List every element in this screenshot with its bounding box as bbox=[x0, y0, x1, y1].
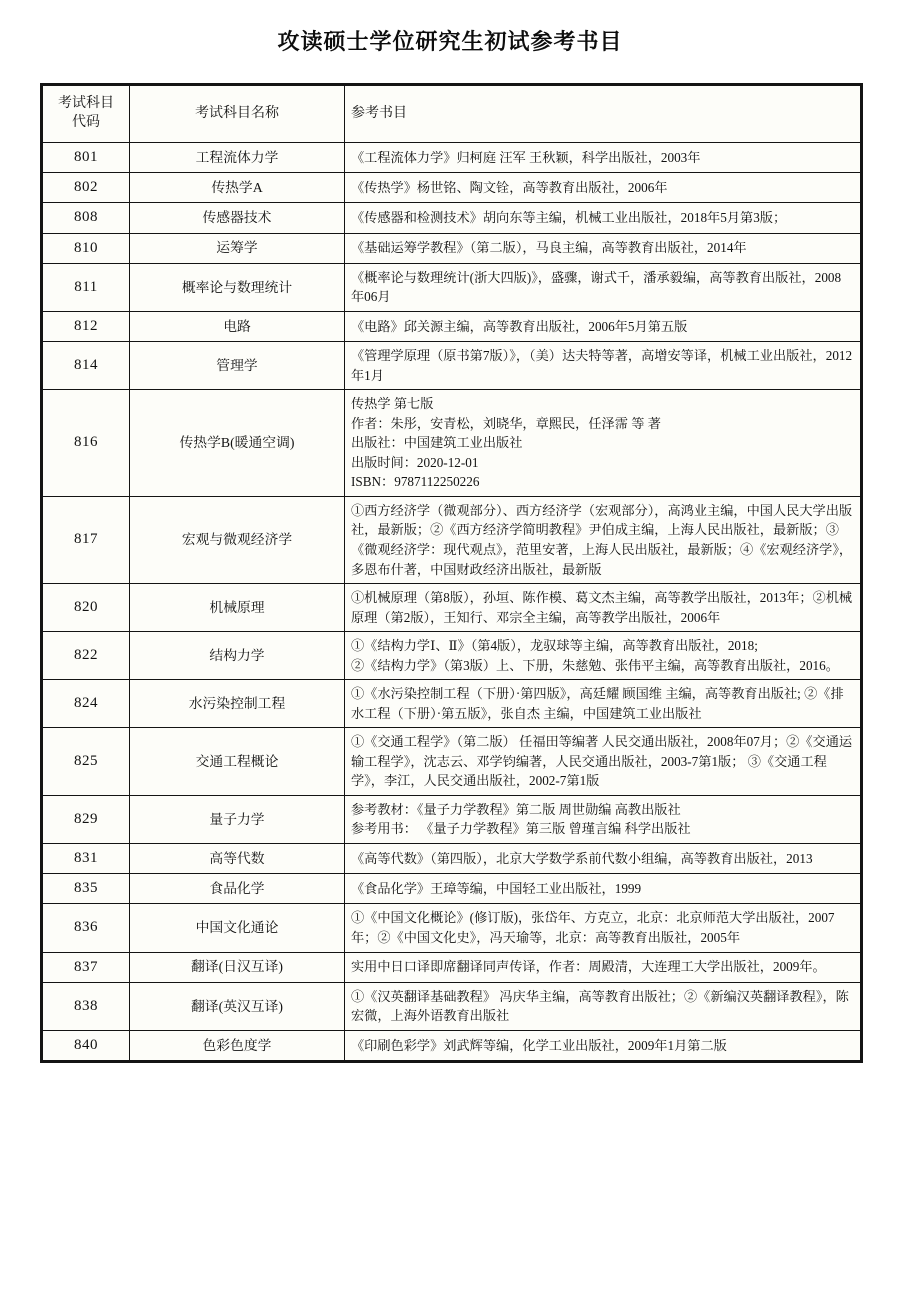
cell-subject-name: 色彩色度学 bbox=[130, 1030, 345, 1061]
reference-book-line: 《概率论与数理统计(浙大四版)》，盛骤，谢式千，潘承毅编，高等教育出版社，2008年06月 bbox=[351, 269, 842, 305]
cell-subject-code: 808 bbox=[42, 203, 130, 233]
reference-book-line: 作者：朱彤，安青松，刘晓华，章熙民，任泽霈 等 著 bbox=[351, 415, 661, 431]
reference-book-line: ISBN：9787112250226 bbox=[351, 474, 480, 490]
cell-subject-code: 820 bbox=[42, 584, 130, 632]
reference-book-line: 出版社：中国建筑工业出版社 bbox=[351, 435, 523, 451]
table-row bbox=[42, 172, 862, 202]
column-header-reference-books: 参考书目 bbox=[345, 84, 862, 142]
cell-subject-name: 管理学 bbox=[130, 342, 345, 390]
cell-subject-code: 814 bbox=[42, 342, 130, 390]
reference-book-line: 出版时间：2020-12-01 bbox=[351, 454, 479, 470]
table-row bbox=[42, 874, 862, 904]
cell-subject-code: 838 bbox=[42, 982, 130, 1030]
reference-book-line: ②《结构力学》（第3版）上、下册，朱慈勉、张伟平主编，高等教育出版社，2016。 bbox=[351, 657, 839, 673]
table-row bbox=[42, 680, 862, 728]
table-row bbox=[42, 904, 862, 952]
cell-subject-name: 量子力学 bbox=[130, 795, 345, 843]
cell-reference-books bbox=[345, 263, 862, 311]
page-title: 攻读硕士学位研究生初试参考书目 bbox=[277, 28, 623, 54]
document-page bbox=[0, 15, 900, 1063]
cell-subject-name: 传热学B(暖通空调) bbox=[130, 390, 345, 497]
table-row bbox=[42, 342, 862, 390]
cell-subject-name: 概率论与数理统计 bbox=[130, 263, 345, 311]
table-row bbox=[42, 584, 862, 632]
cell-subject-code: 816 bbox=[42, 390, 130, 497]
cell-reference-books bbox=[345, 904, 862, 952]
cell-subject-code: 840 bbox=[42, 1030, 130, 1061]
column-header-subject-code-line1: 考试科目 bbox=[58, 95, 114, 111]
cell-subject-name: 结构力学 bbox=[130, 632, 345, 680]
column-header-subject-code-line2: 代码 bbox=[72, 114, 100, 130]
cell-subject-name: 交通工程概论 bbox=[130, 728, 345, 796]
cell-reference-books bbox=[345, 795, 862, 843]
cell-subject-code: 810 bbox=[42, 233, 130, 263]
cell-subject-code: 837 bbox=[42, 952, 130, 982]
table-row bbox=[42, 728, 862, 796]
cell-subject-code: 822 bbox=[42, 632, 130, 680]
cell-reference-books bbox=[345, 584, 862, 632]
reference-book-line: 《传感器和检测技术》胡向东等主编，机械工业出版社，2018年5月第3版； bbox=[351, 210, 787, 226]
reference-book-line: ①机械原理（第8版），孙垣、陈作模、葛文杰主编，高等教学出版社，2013年；②机械原理（第2版），王知行、邓宗全主编，高等教学出版社，2006年 bbox=[351, 590, 853, 625]
cell-subject-code: 801 bbox=[42, 142, 130, 172]
table-row bbox=[42, 795, 862, 843]
table-row bbox=[42, 142, 862, 172]
cell-reference-books bbox=[345, 342, 862, 390]
cell-subject-name: 中国文化通论 bbox=[130, 904, 345, 952]
cell-subject-code: 812 bbox=[42, 311, 130, 341]
cell-subject-name: 机械原理 bbox=[130, 584, 345, 632]
cell-subject-code: 831 bbox=[42, 843, 130, 873]
cell-subject-code: 835 bbox=[42, 874, 130, 904]
cell-reference-books bbox=[345, 203, 862, 233]
cell-reference-books bbox=[345, 142, 862, 172]
cell-subject-name: 翻译(英汉互译) bbox=[130, 982, 345, 1030]
cell-subject-name: 高等代数 bbox=[130, 843, 345, 873]
cell-reference-books bbox=[345, 390, 862, 497]
reference-book-line: ①《中国文化概论》(修订版)，张岱年、方克立，北京：北京师范大学出版社，2007年；②《中国文化史》，冯天瑜等，北京：高等教育出版社，2005年 bbox=[351, 910, 835, 945]
reference-book-line: 《基础运筹学教程》（第二版），马良主编，高等教育出版社，2014年 bbox=[351, 240, 747, 256]
reference-book-line: 《工程流体力学》归柯庭 汪军 王秋颖，科学出版社，2003年 bbox=[351, 149, 701, 165]
cell-reference-books bbox=[345, 632, 862, 680]
cell-reference-books bbox=[345, 680, 862, 728]
reference-book-line: 《管理学原理（原书第7版）》，（美）达夫特等著，高增安等译，机械工业出版社，2012年1月 bbox=[351, 348, 853, 383]
reference-book-line: ①《汉英翻译基础教程》 冯庆华主编，高等教育出版社；②《新编汉英翻译教程》，陈宏微，上海外语教育出版社 bbox=[351, 988, 849, 1024]
cell-reference-books bbox=[345, 728, 862, 796]
table-row bbox=[42, 233, 862, 263]
reference-book-line: 参考教材：《量子力学教程》第二版 周世勋编 高教出版社 bbox=[351, 801, 681, 817]
cell-reference-books bbox=[345, 952, 862, 982]
reference-book-line: ①西方经济学（微观部分）、西方经济学（宏观部分），高鸿业主编，中国人民大学出版社，最新版；②《西方经济学简明教程》尹伯成主编，上海人民出版社，最新版；③《微观经济学：现代观点》，范里安著，上海人民出版社，最新版；④《宏观经济学》，多恩布什著，中国财政经济出版社，最新版 bbox=[351, 502, 853, 577]
cell-subject-code: 836 bbox=[42, 904, 130, 952]
table-row bbox=[42, 390, 862, 497]
reference-book-line: ①《结构力学Ⅰ、Ⅱ》（第4版），龙驭球等主编，高等教育出版社，2018; bbox=[351, 638, 758, 654]
cell-reference-books bbox=[345, 172, 862, 202]
reference-book-line: 《高等代数》（第四版），北京大学数学系前代数小组编，高等教育出版社，2013 bbox=[351, 850, 813, 866]
table-header-row bbox=[42, 84, 862, 142]
table-header bbox=[42, 84, 862, 142]
table-row bbox=[42, 843, 862, 873]
cell-reference-books bbox=[345, 874, 862, 904]
cell-subject-name: 运筹学 bbox=[130, 233, 345, 263]
table-row bbox=[42, 1030, 862, 1061]
cell-subject-name: 宏观与微观经济学 bbox=[130, 496, 345, 583]
cell-subject-name: 电路 bbox=[130, 311, 345, 341]
cell-subject-code: 817 bbox=[42, 496, 130, 583]
column-header-subject-code bbox=[42, 84, 130, 142]
cell-reference-books bbox=[345, 496, 862, 583]
cell-subject-name: 传感器技术 bbox=[130, 203, 345, 233]
table-body bbox=[42, 142, 862, 1062]
cell-subject-code: 824 bbox=[42, 680, 130, 728]
booklist-table-wrapper bbox=[40, 83, 860, 1063]
table-row bbox=[42, 496, 862, 583]
reference-book-line: 《传热学》杨世铭、陶文铨，高等教育出版社，2006年 bbox=[351, 179, 668, 195]
cell-reference-books bbox=[345, 311, 862, 341]
table-row bbox=[42, 632, 862, 680]
cell-reference-books bbox=[345, 233, 862, 263]
reference-book-line: 《食品化学》王璋等编，中国轻工业出版社，1999 bbox=[351, 881, 642, 897]
cell-subject-code: 802 bbox=[42, 172, 130, 202]
table-row bbox=[42, 952, 862, 982]
cell-reference-books bbox=[345, 1030, 862, 1061]
reference-book-line: 《印刷色彩学》刘武辉等编，化学工业出版社，2009年1月第二版 bbox=[351, 1037, 727, 1053]
table-row bbox=[42, 203, 862, 233]
cell-subject-name: 工程流体力学 bbox=[130, 142, 345, 172]
cell-reference-books bbox=[345, 843, 862, 873]
reference-book-line: 实用中日口译即席翻译同声传译，作者：周殿清，大连理工大学出版社，2009年。 bbox=[351, 959, 826, 975]
reference-booklist-table bbox=[40, 83, 863, 1063]
reference-book-line: 《电路》邱关源主编，高等教育出版社，2006年5月第五版 bbox=[351, 318, 688, 334]
cell-subject-name: 食品化学 bbox=[130, 874, 345, 904]
cell-subject-name: 传热学A bbox=[130, 172, 345, 202]
reference-book-line: 参考用书： 《量子力学教程》第三版 曾瑾言编 科学出版社 bbox=[351, 821, 691, 837]
cell-subject-name: 翻译(日汉互译) bbox=[130, 952, 345, 982]
cell-subject-name: 水污染控制工程 bbox=[130, 680, 345, 728]
table-row bbox=[42, 311, 862, 341]
cell-reference-books bbox=[345, 982, 862, 1030]
reference-book-line: ①《水污染控制工程（下册）·第四版》，高廷耀 顾国维 主编，高等教育出版社; ②《排水工程（下册）·第五版》，张自杰 主编，中国建筑工业出版社 bbox=[351, 686, 844, 721]
column-header-subject-name: 考试科目名称 bbox=[130, 84, 345, 142]
cell-subject-code: 829 bbox=[42, 795, 130, 843]
cell-subject-code: 811 bbox=[42, 263, 130, 311]
table-row bbox=[42, 982, 862, 1030]
reference-book-line: ①《交通工程学》（第二版） 任福田等编著 人民交通出版社，2008年07月；②《交通运输工程学》，沈志云、邓学钧编著，人民交通出版社，2003-7第1版； ③《交通工程学》，李江，人民交通出版社，2002-7第1版 bbox=[351, 734, 853, 789]
cell-subject-code: 825 bbox=[42, 728, 130, 796]
table-row bbox=[42, 263, 862, 311]
reference-book-line: 传热学 第七版 bbox=[351, 396, 434, 412]
